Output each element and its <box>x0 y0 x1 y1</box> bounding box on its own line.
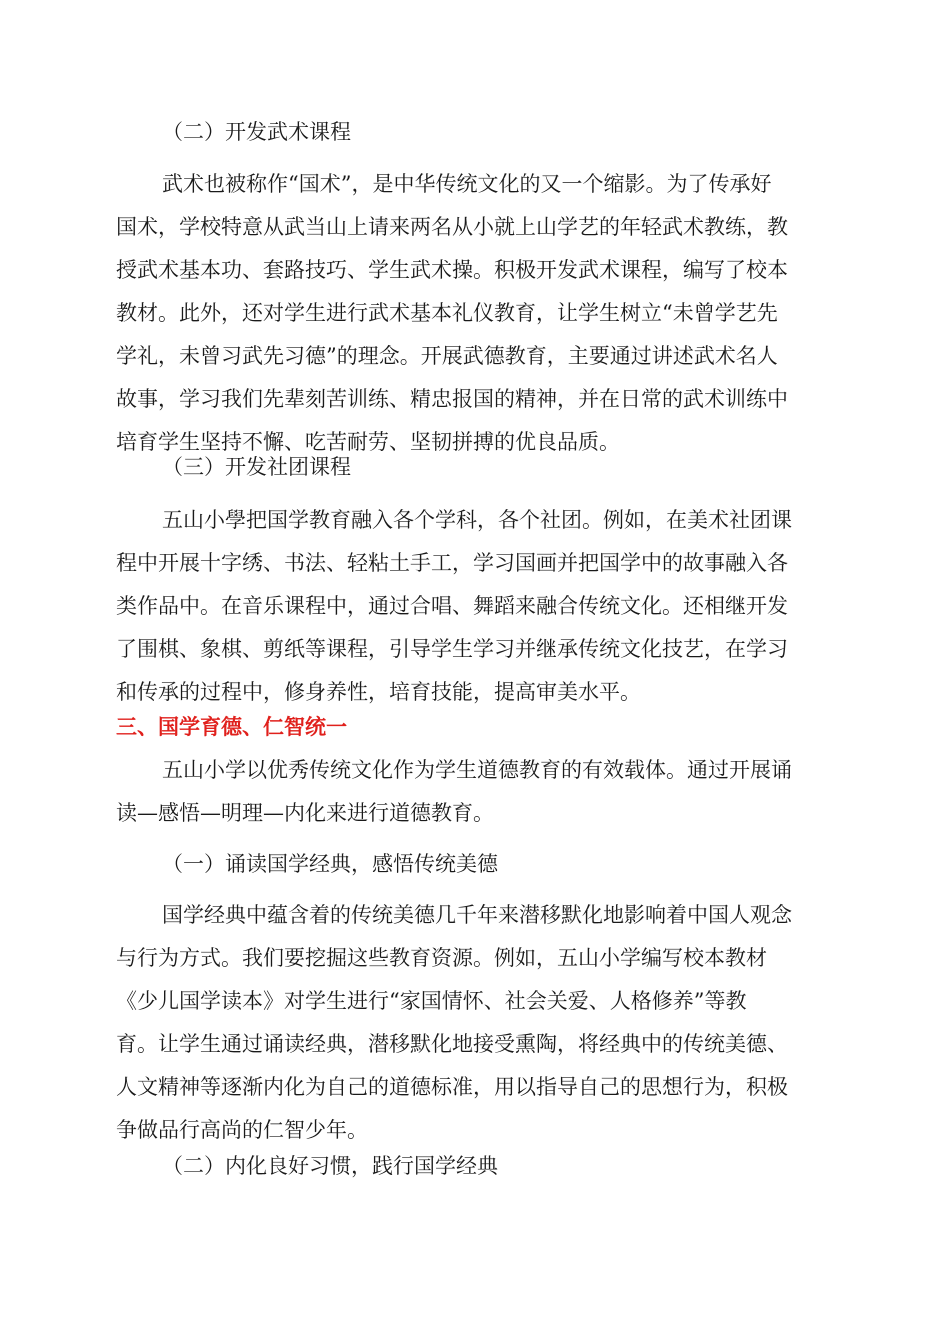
subheading-club-course: （三）开发社团课程 <box>162 455 351 479</box>
paragraph-moral-education <box>116 749 836 835</box>
text-line: 国学经典中蕴含着的传统美德几千年来潜移默化地影响着中国人观念 <box>162 903 792 927</box>
text-line: 和传承的过程中，修身养性，培育技能，提高审美水平。 <box>116 680 641 704</box>
text-line: 读—感悟—明理—内化来进行道德教育。 <box>116 801 494 825</box>
section-heading-moral-education: 三、国学育德、仁智统一 <box>116 715 347 739</box>
paragraph-reading-classics <box>116 894 836 1152</box>
text-line: 国术，学校特意从武当山上请来两名从小就上山学艺的年轻武术教练，教 <box>116 215 788 239</box>
text-line: 五山小学以优秀传统文化作为学生道德教育的有效载体。通过开展诵 <box>162 758 792 782</box>
text-line: 武术也被称作“国术”，是中华传统文化的又一个缩影。为了传承好 <box>162 172 772 196</box>
paragraph-martial-arts <box>116 163 836 464</box>
text-line: 程中开展十字绣、书法、轻粘土手工，学习国画并把国学中的故事融入各 <box>116 551 788 575</box>
subheading-reading-classics: （一）诵读国学经典，感悟传统美德 <box>162 852 498 876</box>
text-line: 五山小學把国学教育融入各个学科，各个社团。例如，在美术社团课 <box>162 508 792 532</box>
text-line: 类作品中。在音乐课程中，通过合唱、舞蹈来融合传统文化。还相继开发 <box>116 594 788 618</box>
text-line: 教材。此外，还对学生进行武术基本礼仪教育，让学生树立“未曾学艺先 <box>116 301 778 325</box>
text-line: 《少儿国学读本》对学生进行“家国情怀、社会关爱、人格修养”等教 <box>116 989 747 1013</box>
paragraph-club-course <box>116 499 836 714</box>
text-line: 故事，学习我们先辈刻苦训练、精忠报国的精神，并在日常的武术训练中 <box>116 387 788 411</box>
text-line: 育。让学生通过诵读经典，潜移默化地接受熏陶，将经典中的传统美德、 <box>116 1032 788 1056</box>
text-line: 培育学生坚持不懈、吃苦耐劳、坚韧拼搏的优良品质。 <box>116 430 620 454</box>
text-line: 学礼，未曾习武先习德”的理念。开展武德教育，主要通过讲述武术名人 <box>116 344 778 368</box>
subheading-martial-arts-course: （二）开发武术课程 <box>162 120 351 144</box>
text-line: 授武术基本功、套路技巧、学生武术操。积极开发武术课程，编写了校本 <box>116 258 788 282</box>
text-line: 与行为方式。我们要挖掘这些教育资源。例如，五山小学编写校本教材 <box>116 946 767 970</box>
text-line: 人文精神等逐渐内化为自己的道德标准，用以指导自己的思想行为，积极 <box>116 1075 788 1099</box>
text-line: 争做品行高尚的仁智少年。 <box>116 1118 368 1142</box>
text-line: 了围棋、象棋、剪纸等课程，引导学生学习并继承传统文化技艺，在学习 <box>116 637 788 661</box>
subheading-good-habits: （二）内化良好习惯，践行国学经典 <box>162 1154 498 1178</box>
